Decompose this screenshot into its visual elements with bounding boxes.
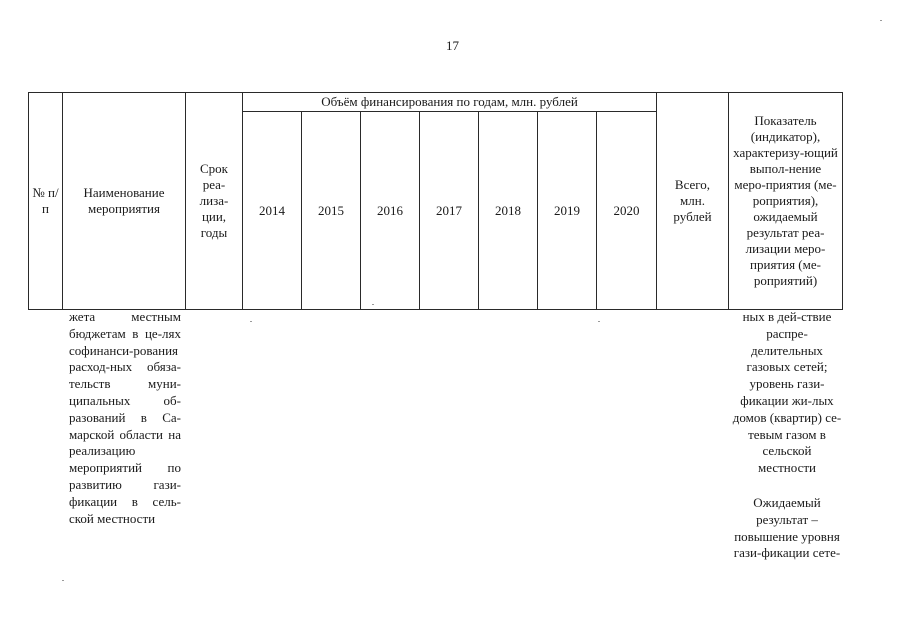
- year-2016: 2016: [361, 112, 420, 310]
- header-number-label: № п/п: [32, 185, 59, 216]
- page-number: 17: [446, 38, 459, 53]
- year-2014: 2014: [243, 112, 302, 310]
- header-indicator: [729, 93, 843, 310]
- year-2015: 2015: [302, 112, 361, 310]
- header-indicator-label: Показатель (индикатор), характеризу-ющий выпол-нение меро-приятия (ме-роприятия), ожидаемый результат реа-лизации меро-приятия (ме-роприятий): [733, 113, 838, 288]
- header-total-label: Всего, млн. рублей: [673, 177, 712, 224]
- header-name-label: Наименование мероприятия: [83, 185, 165, 216]
- year-2020: 2020: [597, 112, 657, 310]
- header-term: [186, 93, 243, 310]
- year-2019: 2019: [538, 112, 597, 310]
- year-2017: 2017: [420, 112, 479, 310]
- scan-speck: [62, 580, 64, 581]
- scan-speck: [880, 20, 882, 21]
- header-name: [63, 93, 186, 310]
- year-2018: 2018: [479, 112, 538, 310]
- header-financing-label: Объём финансирования по годам, млн. рублей: [321, 94, 578, 109]
- header-term-label: Срок реа-лиза-ции, годы: [199, 161, 229, 240]
- activity-name-continuation: жета местным бюджетам в це-лях софинанси-рования расход-ных обяза-тельств муни-ципальных об-разований в Са-марской области на реализацию мероприятий по развитию гази-фикации в сель-ской местности: [69, 309, 181, 526]
- scan-speck: [598, 321, 600, 322]
- indicator-text-2: Ожидаемый результат – повышение уровня гази-фикации сете-: [733, 494, 841, 561]
- indicator-continuation: [732, 309, 842, 562]
- header-total: [657, 93, 729, 310]
- scan-speck: [372, 304, 374, 305]
- header-number: [29, 93, 63, 310]
- indicator-text-1: ных в дей-ствие распре-делительных газовых сетей; уровень гази-фикации жи-лых домов (квартир) се-тевым газом в сельской местности: [732, 309, 842, 476]
- header-financing: [243, 93, 657, 112]
- scan-speck: [250, 321, 252, 322]
- financing-table: [28, 92, 843, 310]
